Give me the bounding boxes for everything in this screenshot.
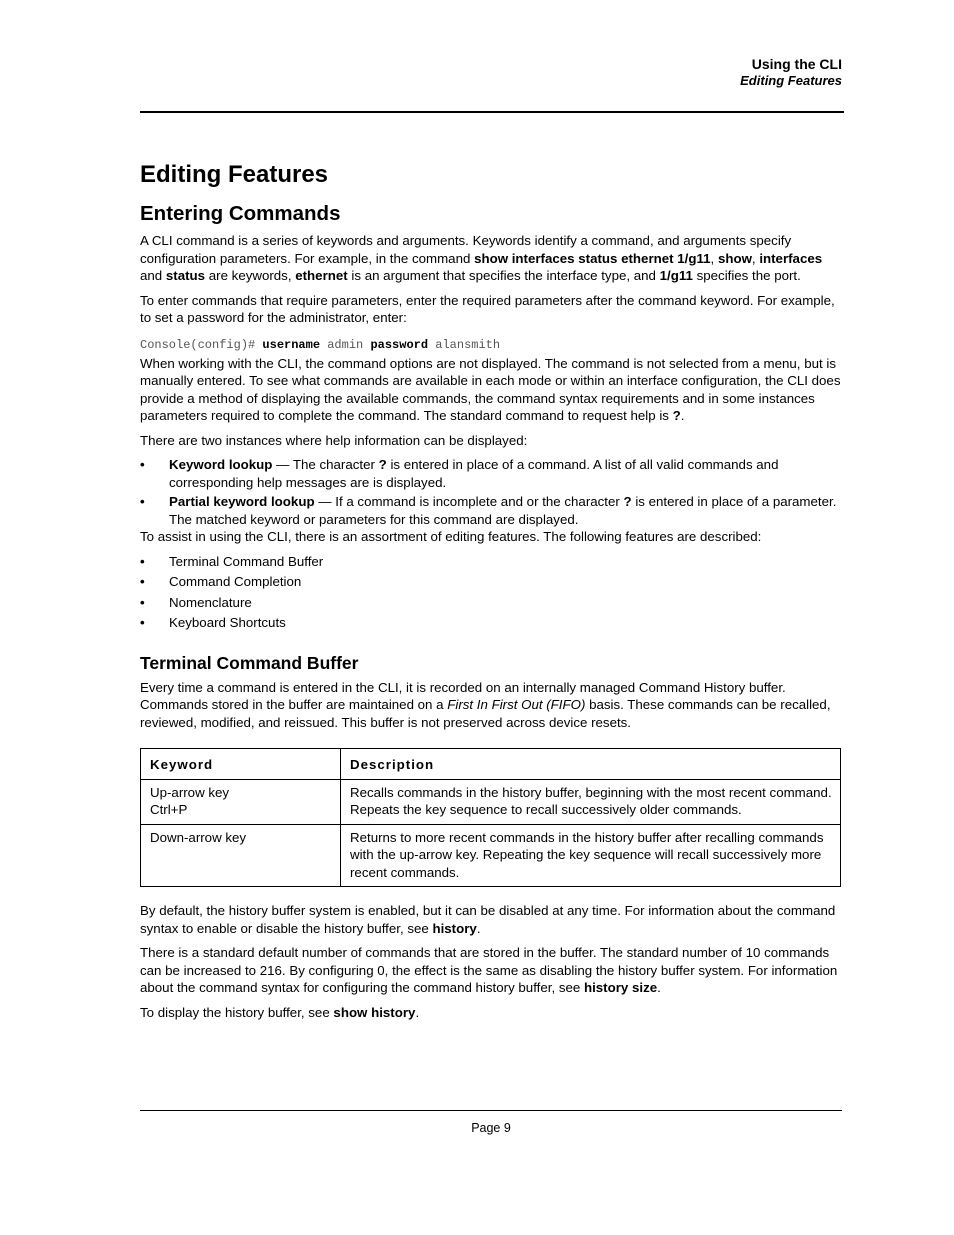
subsection-heading-terminal-command-buffer: Terminal Command Buffer — [140, 652, 359, 673]
list-item-label: Command Completion — [169, 574, 302, 589]
text: — If a command is incomplete and or the character — [314, 494, 624, 509]
paragraph-cli-command-intro — [140, 232, 842, 285]
running-header-subtitle: Editing Features — [740, 73, 842, 88]
text: To display the history buffer, see — [140, 1004, 334, 1020]
features-list — [140, 553, 842, 632]
section-heading-entering-commands: Entering Commands — [140, 202, 341, 225]
code-prompt: Console(config)# — [140, 337, 263, 352]
text: . — [657, 980, 661, 995]
page-content — [140, 160, 842, 1028]
running-header — [740, 56, 842, 89]
paragraph-history-size — [140, 944, 842, 997]
text: is entered in place of a parameter. The matched keyword or parameters for this command are displayed. — [169, 494, 837, 527]
text: is an argument that specifies the interface type, and — [347, 268, 660, 283]
description-cell: Returns to more recent commands in the history buffer after recalling commands with the up-arrow key. Repeating the key sequence will recall successively more recent commands. — [341, 824, 841, 887]
bold-text: interfaces — [759, 250, 823, 266]
paragraph-show-history — [140, 1004, 842, 1022]
column-header-keyword: Keyword — [141, 749, 341, 780]
bold-text: status — [165, 268, 206, 283]
code-keyword: password — [370, 337, 429, 352]
text: . — [476, 920, 481, 936]
list-item — [140, 573, 842, 591]
paragraph-command-options — [140, 355, 842, 425]
list-item — [140, 493, 842, 528]
bold-text: show — [717, 250, 752, 266]
bold-text: ? — [623, 494, 632, 509]
list-item — [140, 456, 842, 491]
bold-text: history — [432, 920, 477, 936]
text: There is a standard default number of commands that are stored in the buffer. The standard number of 10 commands can be increased to 216. By configuring 0, the effect is the same as disabling the history buffer system. For information about the command syntax for configuring the command history buffer, see — [140, 945, 838, 995]
help-bullet-list — [140, 456, 842, 528]
paragraph-help-instances: There are two instances where help information can be displayed: — [140, 432, 528, 448]
text: A CLI command is a series of keywords and arguments. Keywords identify a command, and arguments specify configuration parameters. For example, in the command — [140, 233, 792, 266]
text: basis. These commands can be recalled, reviewed, modified, and reissued. This buffer is not preserved across device resets. — [140, 697, 831, 730]
description-cell: Recalls commands in the history buffer, beginning with the most recent command. Repeats the key sequence to recall successively older commands. — [341, 779, 841, 824]
text: specifies the port. — [692, 268, 801, 283]
bullet: • — [140, 615, 145, 630]
text: , — [751, 250, 760, 266]
bullet: • — [140, 457, 145, 472]
text: Every time a command is entered in the CLI, it is recorded on an internally managed Command History buffer. Commands stored in the buffer are maintained on a — [140, 679, 786, 712]
code-keyword: username — [262, 337, 321, 352]
text: and — [140, 268, 166, 283]
keyword-cell: Down-arrow key — [141, 824, 341, 887]
text: is entered in place of a command. A list of all valid commands and corresponding help messages are is displayed. — [169, 457, 779, 490]
page-number: Page 9 — [471, 1121, 511, 1135]
keyword-table — [140, 748, 841, 887]
text: are keywords, — [205, 268, 296, 283]
keyword-cell: Up-arrow key Ctrl+P — [141, 779, 341, 824]
bold-text: show history — [333, 1004, 416, 1020]
bullet: • — [140, 574, 145, 589]
text: When working with the CLI, the command options are not displayed. The command is not selected from a menu, but is manually entered. To see what commands are available in each mode or within an interface configuration, the CLI does provide a method of displaying the available commands, the command syntax requirements and in some instances parameters required to complete the command. The standard command to request help is — [140, 355, 841, 423]
list-item — [140, 614, 842, 632]
bold-text: Keyword lookup — [169, 457, 273, 472]
footer-rule — [140, 1110, 842, 1111]
header-rule — [140, 111, 844, 113]
bold-text: 1/g11 — [659, 268, 693, 283]
list-item — [140, 594, 842, 612]
paragraph-editing-features-intro: To assist in using the CLI, there is an assortment of editing features. The following features are described: — [140, 529, 762, 544]
text: . — [415, 1004, 420, 1020]
code-argument: admin — [320, 337, 371, 352]
text: . — [680, 408, 685, 423]
bold-text: show interfaces status ethernet 1/g11 — [474, 250, 711, 266]
text: , — [710, 250, 718, 266]
paragraph-enter-parameters: To enter commands that require parameters, enter the required parameters after the command keyword. For example, to set a password for the administrator, enter: — [140, 292, 835, 325]
table-row — [141, 779, 841, 824]
text: — The character — [272, 457, 379, 472]
code-argument: alansmith — [428, 337, 501, 352]
italic-text: First In First Out (FIFO) — [447, 697, 586, 712]
table-row — [141, 824, 841, 887]
code-example — [140, 337, 842, 353]
running-header-title: Using the CLI — [751, 56, 842, 72]
bold-text: Partial keyword lookup — [169, 494, 315, 509]
paragraph-command-history — [140, 679, 842, 732]
list-item-label: Terminal Command Buffer — [169, 553, 324, 569]
bold-text: ethernet — [295, 268, 348, 283]
table-header-row — [141, 749, 841, 780]
list-item-label: Nomenclature — [169, 594, 252, 610]
bullet: • — [140, 494, 145, 509]
page-title: Editing Features — [140, 161, 329, 188]
list-item — [140, 553, 842, 571]
list-item-label: Keyboard Shortcuts — [169, 615, 286, 630]
bold-text: history size — [583, 980, 658, 995]
bullet: • — [140, 553, 145, 569]
bold-text: ? — [672, 408, 681, 423]
bullet: • — [140, 594, 145, 610]
bold-text: ? — [378, 457, 387, 472]
column-header-description: Description — [341, 749, 841, 780]
paragraph-history-default — [140, 902, 842, 937]
text: By default, the history buffer system is enabled, but it can be disabled at any time. For information about the command syntax to enable or disable the history buffer, see — [140, 903, 836, 936]
